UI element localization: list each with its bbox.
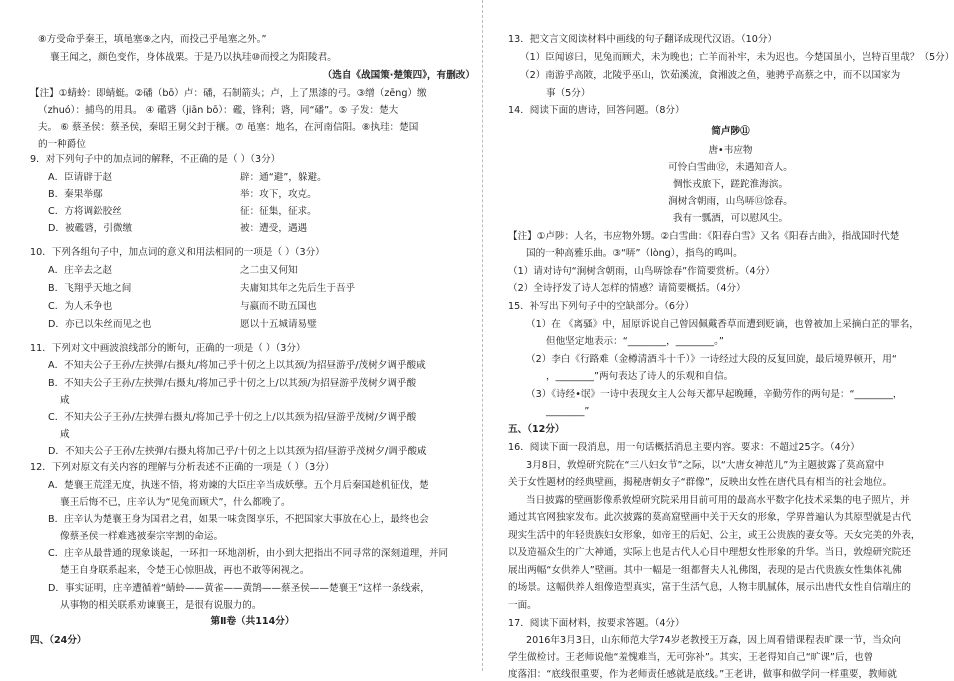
text-line: 但他坚定地表示：“________，________。”: [546, 336, 724, 347]
text-line: 四、（24分）: [30, 635, 87, 646]
text-line: 10．下列各组句子中，加点词的意义和用法相同的一项是（ ）（3分）: [30, 247, 325, 258]
text-line: 14．阅读下面的唐诗，回答问题。（8分）: [508, 105, 685, 116]
text-line: 可怜白雪曲⑫，未遇知音人。: [668, 162, 793, 173]
text-line: 以及造福众生的广大神通，实际上也是古代人心目中理想女性形象的升华。当日，敦煌研究院还: [508, 547, 911, 558]
text-line: A．庄辛去之赵: [48, 265, 113, 276]
left-column: [30, 0, 475, 671]
text-line: 2016年3月3日，山东师范大学74岁老教授王万森，因上周看错课程表旷课一节，当众向: [526, 635, 902, 646]
text-line: （1）请对诗句“涧树含朝雨，山鸟哢馀春”作简要赏析。（4分）: [508, 266, 775, 277]
text-line: 五、（12分）: [508, 424, 565, 435]
text-line: D．不知夫公子王孙/左挟弹/右摄丸将加己乎/十仞之上以其颈为招/昼游乎茂树夕/调乎酸咸: [48, 446, 427, 457]
text-line: 的一种爵位: [38, 139, 86, 150]
text-line: 国的一种高雅乐曲。③“哢”（lòng），指鸟的鸣叫。: [526, 248, 743, 259]
text-line: 12．下列对原文有关内容的理解与分析表述不正确的一项是（ ）（3分）: [30, 462, 335, 473]
text-line: 17．阅读下面材料，按要求答题。（4分）: [508, 618, 685, 629]
text-line: B．不知夫公子王孙/左挟弹/右摄丸/将加己乎十仞之上/以其颈/为招昼游乎茂树夕调乎酸: [48, 378, 417, 389]
text-line: 16．阅读下面一段消息，用一句话概括消息主要内容。要求：不超过25字。（4分）: [508, 442, 860, 453]
text-line: （2）全诗抒发了诗人怎样的情感？请简要概括。（4分）: [508, 283, 746, 294]
text-line: 11．下列对文中画波浪线部分的断句，正确的一项是（ ）（3分）: [30, 343, 306, 354]
text-line: 当日披露的壁画影像系敦煌研究院采用目前可用的最高水平数字化技术采集的电子照片，并: [526, 495, 910, 506]
text-line: （zhuó）：捕鸟的用具。 ④ 礛碆（jiān bō）：礛，锋利；碆，同“磻”。⑤ 子发：楚大: [38, 105, 399, 116]
text-line: 展出两幅“女供养人”壁画。其中一幅是一组都督夫人礼佛图，表现的是古代贵族女性集体礼佛: [508, 565, 902, 576]
text-line: 一面。: [508, 600, 537, 611]
text-line: ⑧方受命乎秦王，填黾塞⑨之内，而投己乎黾塞之外。”: [38, 34, 267, 45]
text-line: 惆怅戎旅下，蹉跎淮海滨。: [672, 179, 789, 190]
text-line: 度落泪：“底线很重要，作为老师责任感就是底线。”王老讲，做事和做学问一样重要，教师就: [508, 669, 897, 680]
text-line: （2）李白《行路难（金樽清酒斗十千）》一诗经过大段的反复回旋，最后境界顿开，用“: [526, 354, 897, 365]
text-line: 关于女性题材的经典壁画，揭秘唐朝女子“群像”，反映出女性在唐代具有相当的社会地位。: [508, 477, 893, 488]
text-line: 举：攻下，攻克。: [240, 189, 317, 200]
text-line: 3月8日，敦煌研究院在“三八妇女节”之际，以“大唐女神范儿”为主题披露了莫高窟中: [526, 460, 885, 471]
text-line: （3）《诗经•氓》一诗中表现女主人公每天都早起晚睡，辛勤劳作的两句是：“________，: [526, 389, 903, 400]
text-line: 15．补写出下列句子中的空缺部分。（6分）: [508, 301, 695, 312]
text-line: C．为人禾争也: [48, 301, 113, 312]
text-line: 从事物的相关联系劝谏襄王，是很有说服力的。: [60, 600, 262, 611]
text-line: （选自《战国策·楚策四》，有删改）: [322, 70, 475, 81]
text-line: 通过其官网独家发布。此次披露的莫高窟壁画中关于天女的形象，学界普遍认为其原型就是古代: [508, 512, 911, 523]
text-line: 第Ⅱ卷（共114分）: [210, 616, 295, 627]
text-line: （1）在 《离骚》中，屈原诉说自己曾因佩戴香草而遭到贬谪，也曾被加上采摘白芷的罪名，: [526, 319, 919, 330]
text-line: 13．把文言文阅读材料中画线的句子翻译成现代汉语。（10分）: [508, 34, 778, 45]
text-line: 现实生活中的年轻贵族妇女形象，如帝王的后妃、公主，或王公贵族的妻女等。天女完美的外表，: [508, 530, 921, 541]
text-line: D．被礛碆，引微缴: [48, 223, 133, 234]
text-line: 涧树含朝雨，山鸟哢⑬馀春。: [668, 196, 793, 207]
text-line: 之二虫又何知: [240, 265, 298, 276]
text-line: A．臣请辟于赵: [48, 172, 113, 183]
text-line: 被：遭受，遇遇: [240, 223, 308, 234]
text-line: ________”: [546, 406, 590, 417]
text-line: B．秦果举鄢: [48, 189, 103, 200]
text-line: 襄王后悔不已，庄辛认为“见兔而顾犬”，什么都晚了。: [60, 497, 291, 508]
text-line: 简卢陟⑪: [711, 126, 750, 137]
column-divider: [482, 0, 484, 671]
text-line: D．亦已以朱丝而见之也: [48, 319, 152, 330]
text-line: 9．对下列句子中的加点词的解释，不正确的是（ ）（3分）: [30, 154, 281, 165]
text-line: 咸: [60, 395, 70, 406]
right-column: [508, 0, 954, 680]
text-line: 夫。 ⑥ 蔡圣侯：蔡圣侯，秦昭王舅父封于穰。⑦ 黾塞：地名，在河南信阳。⑧执珪：楚国: [38, 122, 419, 133]
text-line: A．不知夫公子王孙/左挟弹/右摄丸/将加己乎十仞之上以其颈/为招昼游乎/茂树夕调乎酸咸: [48, 360, 426, 371]
text-line: A．楚襄王荒淫无度，执迷不悟，将劝谏的大臣庄辛当成妖孽。五个月后秦国趁机征伐，楚: [48, 480, 429, 491]
text-line: 咸: [60, 429, 70, 440]
text-line: D．事实证明，庄辛遭循着“蜻蛉——黄雀——黄鹄——蔡圣侯——楚襄王”这样一条线索，: [48, 583, 430, 594]
text-line: 【注】①蜻蛉：即蜻蜓。②磻（bō）卢：磻，石制箭头；卢，上了黑漆的弓。③缯（zēng）缴: [30, 88, 427, 99]
text-line: 事（5分）: [546, 88, 591, 99]
text-line: B．飞翔乎天地之间: [48, 283, 132, 294]
text-line: 的场景。这幅供养人组像造型真实，富于生活气息，人物丰肌腻体，展示出唐代女性自信端庄的: [508, 582, 911, 593]
text-line: ，________”两句表达了诗人的乐观和自信。: [546, 371, 734, 382]
text-line: （1）臣闻谚曰，见兔而顾犬，未为晚也；亡羊而补牢，未为迟也。今楚国虽小，岂特百里哉？（5分）: [520, 52, 954, 63]
text-line: 我有一瓢酒，可以慰风尘。: [672, 213, 789, 224]
text-line: 征：征集，征求。: [240, 206, 317, 217]
text-line: C．不知夫公子王孙/左挟弹右摄丸/将加己乎十仞之上/以其颈为招/昼游乎茂树/夕调乎酸: [48, 412, 417, 423]
text-line: （2）南游乎高陂，北陵乎巫山，饮茹溪流，食湘波之鱼，驰骋乎高蔡之中，而不以国家为: [520, 70, 901, 81]
text-line: 夫庸知其年之先后生于吾乎: [240, 283, 356, 294]
text-line: 辟：通“避”，躲避。: [240, 172, 327, 183]
text-line: 愿以十五城请易璧: [240, 319, 317, 330]
text-line: 楚王自身联系起来，令楚王心惊胆战，再也不敢等闲视之。: [60, 565, 310, 576]
text-line: 唐•韦应物: [708, 145, 753, 156]
text-line: 【注】①卢陟：人名，韦应物外甥。②白雪曲：《阳春白雪》又名《阳春古曲》，指战国时代楚: [508, 231, 900, 242]
text-line: C．方将调鈆胶丝: [48, 206, 122, 217]
text-line: B．庄辛认为楚襄王身为国君之君，如果一味贪图享乐，不把国家大事放在心上，最终也会: [48, 514, 429, 525]
text-line: 像蔡圣侯一样难逃被秦宗宰割的命运。: [60, 531, 224, 542]
text-line: C．庄辛从最普通的现象谈起，一环扣一环地剖析，由小到大把指出不同寻常的深刻道理，并同: [48, 548, 449, 559]
text-line: 与嬴而不助五国也: [240, 301, 317, 312]
text-line: 学生做检讨。王老师说他“羞愧难当，无可弥补”。其实，王老得知自己“旷课”后，也曾: [508, 652, 874, 663]
text-line: 襄王闻之，颜色变作，身体战栗。于是乃以执珪⑩而授之为阳陵君。: [50, 52, 337, 63]
